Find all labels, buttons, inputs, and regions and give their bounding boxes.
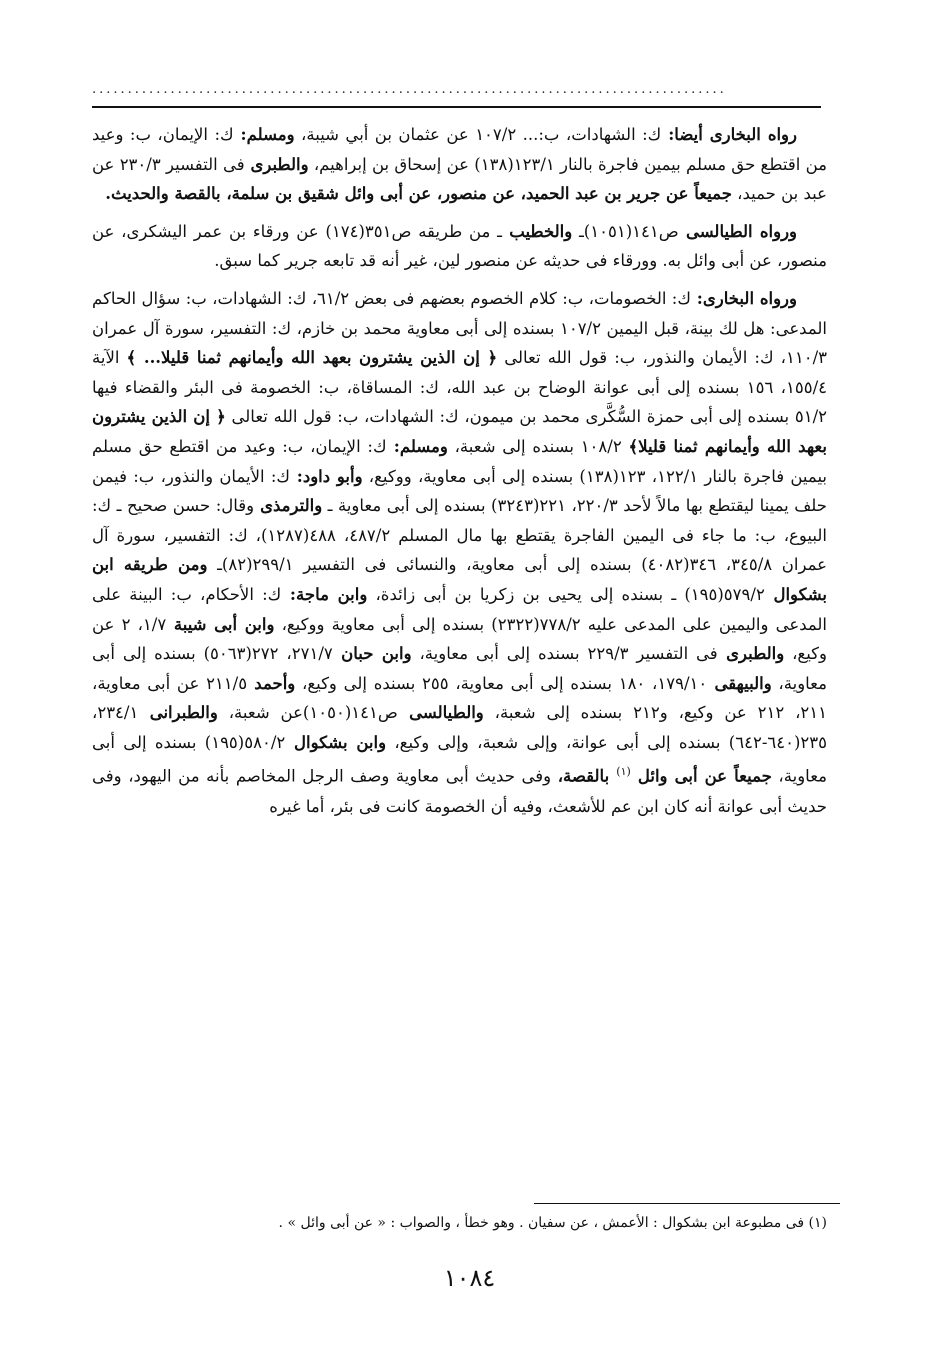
- bold-text-run: ومن طريقه ابن بشكوال: [92, 555, 828, 604]
- bold-text-run: والخطيب: [501, 221, 573, 241]
- bold-text-run: وأحمد: [247, 673, 296, 693]
- bold-text-run: ومسلم:: [233, 125, 295, 144]
- paragraph: [92, 284, 827, 821]
- footnote-separator: [534, 1203, 840, 1204]
- text-run: ك: الشهادات، ب:... ١٠٧/٢ عن عثمان بن أبي شيبة،: [294, 125, 662, 144]
- text-run: ك: الأيمان والنذور، ب: فيمن حلف يمينا ليقتطع بها مالاً لأحد ٢٢٠/٣، ٢٢١(٣٢٤٣) بسنده إلى أبى معاوية ـ: [92, 466, 827, 516]
- text-run: فى التفسير ٢٢٩/٣ بسنده إلى أبى معاوية،: [411, 644, 718, 664]
- bold-text-run: ﴿ إن الذين يشترون بعهد الله وأيمانهم ثمنا قليلا﴾: [92, 407, 827, 456]
- text-run: فى التفسير ٢٣٠/٣ عن عبد بن حميد،: [92, 154, 827, 204]
- bold-text-run: والطبرانى: [138, 703, 218, 723]
- text-run: ك: الأحكام، ب: البينة على المدعى واليمين على المدعى عليه ٧٧٨/٢(٢٣٢٢) بسنده إلى أبى معاوية ووكيع،: [92, 584, 828, 634]
- text-run: وفى حديث أبى معاوية وصف الرجل المخاصم بأنه من اليهود، وفى حديث أبى عوانة أنه كان ابن عم للأشعث، وفيه أن الخصومة كانت فى بئر، أما غيره: [92, 766, 827, 816]
- footnote: (١) فى مطبوعة ابن بشكوال : الأعمش ، عن سفيان . وهو خطأ ، والصواب : « عن أبى وائل » .: [278, 1215, 827, 1231]
- bold-text-run: والبيهقى: [707, 673, 772, 693]
- text-run: ص١٤١(١٠٥٠)عن شعبة،: [217, 703, 398, 723]
- bold-text-run: ورواه البخارى:: [690, 288, 797, 308]
- text-run: ك: الإيمان، ب: وعيد من اقتطع حق مسلم بيمين فاجرة بالنار ١٢٣/١(١٣٨) عن إسحاق بن إبراهيم،: [92, 125, 828, 174]
- bold-text-run: والطبرى: [244, 154, 309, 174]
- bold-text-run: جميعاً عن جرير بن عبد الحميد، عن منصور، عن أبى وائل شقيق بن سلمة، بالقصة والحديث.: [105, 184, 732, 204]
- text-run: ٢١١/٥ عن أبى معاوية، ٢١١، ٢١٢ عن وكيع، و٢١٢ بسنده إلى شعبة،: [92, 673, 827, 723]
- text-run: ك: الإيمان، ب: وعيد من اقتطع حق مسلم بيمين فاجرة بالنار ١٢٢/١، ١٢٣(١٣٨) بسنده إلى أبى معاوية، ووكيع،: [92, 436, 828, 486]
- text-run: ١٠٨/٢ بسنده إلى شعبة،: [447, 436, 629, 456]
- bold-text-run: وابن حبان: [332, 644, 412, 664]
- page-number: ١٠٨٤: [443, 1264, 496, 1292]
- bold-text-run: بالقصة،: [557, 766, 617, 786]
- bold-text-run: وابن ماجة:: [281, 584, 368, 604]
- paragraph: [92, 217, 827, 276]
- paragraph: [92, 120, 827, 209]
- bold-text-run: وابن بشكوال: [285, 732, 387, 752]
- text-run: ٥٧٩/٢(١٩٥) ـ بسنده إلى يحيى بن زكريا بن أبى زائدة،: [367, 584, 765, 604]
- text-run: ـ من طريقه ص٣٥١(١٧٤) عن ورقاء بن عمر اليشكرى، عن منصور، عن أبى وائل به. وورقاء فى حديثه عن منصور لين، غير أنه قد تابعه جرير كما سبق.: [92, 221, 827, 271]
- main-text: [92, 120, 827, 821]
- bold-text-run: ورواه الطيالسى: [678, 221, 798, 241]
- bold-text-run: والترمذى: [254, 496, 323, 516]
- text-run: ٢٣٤/١، ٢٣٥(٦٤٠-٦٤٢) بسنده إلى أبى عوانة، وإلى شعبة، وإلى وكيع،: [92, 703, 828, 752]
- bold-text-run: ﴿ إن الذين يشترون بعهد الله وأيمانهم ثمنا قليلا... ﴾: [126, 348, 498, 368]
- text-run: وقال: حسن صحيح ـ ك: البيوع، ب: ما جاء فى اليمين الفاجرة يقتطع بها مال المسلم ٤٨٧/٢، ٤٨٨(١٢٨٧)، ك: التفسير، سورة آل عمران ٣٤٥/٨، ٣٤٦(٤٠٨٢) بسنده إلى أبى معاوية، والنسائى فى التفسير ٢٩٩/١(٨٢)ـ: [92, 496, 827, 575]
- text-run: ص١٤١(١٠٥١)ـ: [572, 221, 679, 241]
- text-run: ١/٧، ٢ عن وكيع،: [92, 614, 828, 664]
- bold-text-run: رواه البخارى أيضا:: [661, 125, 797, 144]
- footnote-reference: (١): [616, 765, 631, 779]
- header-rule: [92, 106, 821, 108]
- text-run: ك: الخصومات، ب: كلام الخصوم بعضهم فى بعض ٦١/٢، ك: الشهادات، ب: سؤال الحاكم المدعى: هل لك بينة، قبل اليمين ١٠٧/٢ بسنده إلى أبى معاوية محمد بن خازم، ك: التفسير، سورة آل عمران ١١٠/٣، ك: الأيمان والنذور، ب: قول الله تعالى: [92, 288, 827, 368]
- text-run: ٢٧١/٧، ٢٧٢(٥٠٦٣) بسنده إلى أبى معاوية،: [92, 644, 827, 693]
- bold-text-run: ومسلم:: [386, 436, 448, 456]
- bold-text-run: والطيالسى: [397, 703, 484, 723]
- bold-text-run: جميعاً عن أبى وائل: [630, 766, 772, 786]
- text-run: ٥٨٠/٢(١٩٥) بسنده إلى أبى معاوية،: [92, 732, 827, 786]
- bold-text-run: وابن أبى شيبة: [166, 614, 275, 634]
- header-dotted-line: .........................................................................................: [92, 82, 727, 94]
- bold-text-run: والطبرى: [717, 644, 785, 664]
- text-run: ١٧٩/١٠، ١٨٠ بسنده إلى أبى معاوية، ٢٥٥ بسنده إلى وكيع،: [295, 673, 708, 693]
- text-run: الآية ١٥٥/٤، ١٥٦ بسنده إلى أبى عوانة الوضاح بن عبد الله، ك: المساقاة، ب: الخصومة فى البئر والقضاء فيها ٥١/٢ بسنده إلى أبى حمزة السُّكَّرى محمد بن ميمون، ك: الشهادات، ب: قول الله تعالى: [92, 348, 827, 427]
- bold-text-run: وأبو داود:: [290, 466, 363, 486]
